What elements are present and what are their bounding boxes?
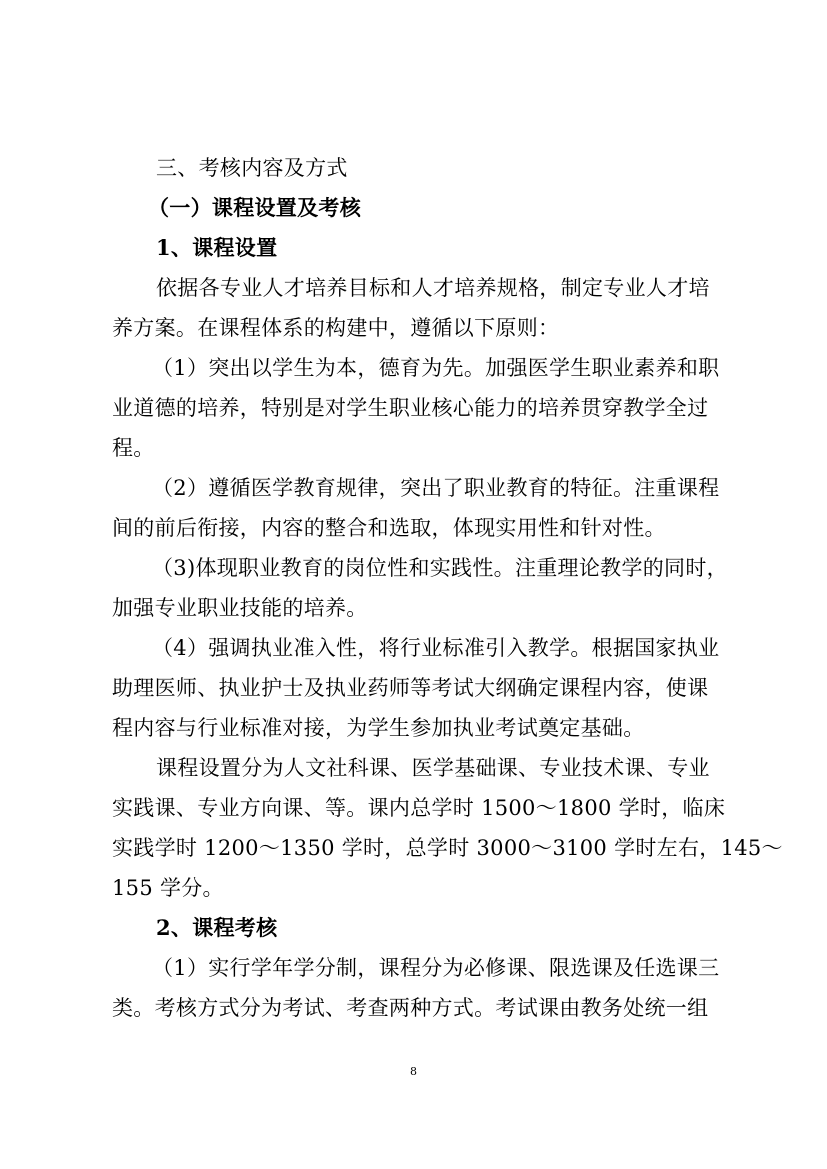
paragraph-line: 程。 [112,436,155,460]
principle-item-4 [112,628,724,748]
paragraph-line: 间的前后衔接，内容的整合和选取，体现实用性和针对性。 [112,516,666,540]
subheading-course-assessment: 2、课程考核 [156,915,278,940]
paragraph-course-hours [112,748,783,908]
paragraph-line: 类。考核方式分为考试、考查两种方式。考试课由教务处统一组 [112,996,709,1020]
paragraph-line: 程内容与行业标准对接，为学生参加执业考试奠定基础。 [112,716,645,740]
subsection-heading: （一）课程设置及考核 [148,195,361,220]
principle-item-3 [112,548,728,628]
paragraph-line: 155 学分。 [112,876,224,900]
document-body [112,148,783,1028]
paragraph-line: 实践课、专业方向课、等。课内总学时 1500～1800 学时，临床 [112,796,726,820]
paragraph-line: （2）遵循医学教育规律，突出了职业教育的特征。注重课程 [152,476,720,500]
section-heading: 三、考核内容及方式 [156,156,348,180]
assessment-item-1 [112,948,724,1028]
paragraph-line: 依据各专业人才培养目标和人才培养规格，制定专业人才培 [156,276,710,300]
paragraph-line: （1）突出以学生为本，德育为先。加强医学生职业素养和职 [152,356,720,380]
paragraph-line: 养方案。在课程体系的构建中，遵循以下原则： [112,316,560,340]
paragraph-line: 实践学时 1200～1350 学时，总学时 3000～3100 学时左右，145～ [112,836,783,860]
subheading-course-setup: 1、课程设置 [156,235,278,260]
paragraph-line: （1）实行学年学分制，课程分为必修课、限选课及任选课三 [152,956,720,980]
paragraph-line: （4）强调执业准入性，将行业标准引入教学。根据国家执业 [152,636,720,660]
principle-item-1 [112,348,724,468]
paragraph-line: 加强专业职业技能的培养。 [112,596,368,620]
principle-item-2 [112,468,724,548]
paragraph-line: （3)体现职业教育的岗位性和实践性。注重理论教学的同时， [152,556,728,580]
paragraph-line: 业道德的培养，特别是对学生职业核心能力的培养贯穿教学全过 [112,396,709,420]
page-number: 8 [410,1065,417,1078]
paragraph-intro [112,268,724,348]
paragraph-line: 课程设置分为人文社科课、医学基础课、专业技术课、专业 [156,756,710,780]
paragraph-line: 助理医师、执业护士及执业药师等考试大纲确定课程内容，使课 [112,676,709,700]
